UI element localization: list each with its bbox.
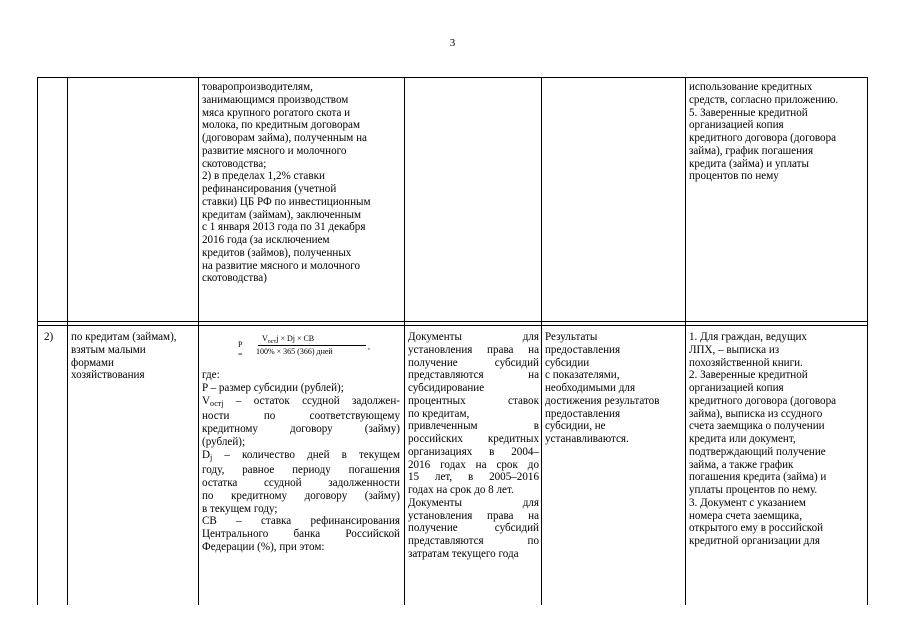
text-line: кредитному договору (займу) [202, 423, 400, 435]
text-line: счета заемщика о получении [689, 420, 825, 433]
text-line: (рублей); [202, 435, 246, 448]
row2-col2-text [71, 331, 197, 382]
var-subscript: j [210, 452, 213, 462]
text-line [202, 449, 400, 465]
text-line: процентов по нему [689, 170, 779, 183]
text-line: использование кредитных [689, 81, 813, 93]
text-line: займа), график погашения [689, 144, 814, 157]
text-line: 3. Документ с указанием [689, 496, 806, 509]
text-line: кредитам (займам), заключенным [202, 208, 362, 221]
text-line: открытого ему в российской [689, 522, 824, 535]
text-line: 2. Заверенные кредитной [689, 369, 808, 382]
text-line: кредита или документ, [689, 433, 796, 445]
text-line: установления права на [408, 343, 539, 356]
text-line: скотоводства) [202, 272, 267, 285]
formula-lhs: P = [238, 340, 243, 359]
text-line: формами [71, 356, 114, 369]
text-line: уплаты процентов по нему. [689, 484, 818, 496]
var-subscript: остj [210, 398, 224, 408]
text-line: привлеченным в [408, 420, 539, 433]
page-number: 3 [449, 37, 456, 49]
text-line: по кредитам, [408, 407, 470, 420]
text-line: 2) в пределах 1,2% ставки [202, 170, 325, 183]
text-line: Результаты [545, 331, 598, 343]
text-line: кредитного договора (договора [689, 394, 837, 407]
text-line: 15 лет, в 2005–2016 [408, 471, 539, 484]
text-line: предоставления [545, 407, 621, 420]
var-text: – количество дней в текущем [212, 448, 400, 461]
text-line: подтверждающий получение [689, 445, 826, 458]
text-line: на развитие мясного и молочного [202, 259, 361, 272]
text-line: субсидии [545, 356, 590, 369]
formula-denominator: 100% × 365 (366) дней [256, 347, 333, 356]
text-line: рефинансирования (учетной [202, 183, 337, 195]
row2-col6-text [689, 331, 865, 548]
var-letter: D [202, 448, 211, 461]
text-line: займа, а также график [689, 458, 794, 471]
text-line: молока, по кредитным договорам [202, 119, 360, 132]
cont-col6-text [689, 81, 865, 183]
text-line: процентных ставок [408, 394, 539, 407]
var-text: – остаток ссудной задолжен- [223, 394, 400, 407]
text-line: затратам текущего года [408, 547, 519, 560]
text-line [202, 395, 400, 411]
text-line: получение субсидий [408, 522, 539, 535]
text-line: номера счета заемщика, [689, 509, 802, 522]
text-line: по кредитному договору (займу) [202, 489, 400, 502]
row-number: 2) [44, 331, 54, 343]
text-line: остатка ссудной задолженности [202, 477, 400, 489]
text-line: организацией копия [689, 119, 784, 132]
formula-num-part: j × Dj × CB [276, 334, 315, 343]
text-line: кредитного договора (договора [689, 132, 837, 144]
text-line: кредита (займа) и уплаты [689, 157, 809, 170]
text-line: кредитной организации для [689, 535, 820, 547]
text-line: 2016 годах на срок до [408, 458, 539, 471]
text-line: Документы для [408, 331, 539, 343]
text-line: с 1 января 2013 года по 31 декабря [202, 221, 366, 234]
formula-tail: , [368, 342, 370, 351]
text-line: годах на срок до 8 лет. [408, 484, 514, 496]
text-line: организацией копия [689, 382, 784, 394]
text-line: взятым малыми [71, 343, 146, 356]
text-line: средств, согласно приложению. [689, 93, 839, 106]
text-line: P – размер субсидии (рублей); [202, 381, 344, 394]
text-line: ности по соответствующему [202, 410, 400, 423]
text-line: получение субсидий [408, 356, 539, 369]
text-line: занимающимся производством [202, 93, 349, 106]
text-line: российских кредитных [408, 433, 539, 445]
row2-col3-text [202, 369, 400, 554]
formula-num-subscript: ост [267, 339, 277, 345]
text-line: организациях в 2004– [408, 445, 539, 458]
text-line: 1. Для граждан, ведущих [689, 331, 807, 343]
formula-num-part: V [262, 334, 268, 343]
text-line: (договорам займа), полученным на [202, 132, 367, 144]
text-line: Документы для [408, 496, 539, 509]
text-line: где: [202, 369, 220, 381]
text-line: необходимыми для [545, 382, 636, 394]
cont-col3-text [202, 81, 400, 285]
text-line: с показателями, [545, 369, 620, 382]
text-line: похозяйственной книги. [689, 356, 803, 369]
text-line: достижения результатов [545, 394, 660, 407]
text-line: кредитов (займов), полученных [202, 246, 352, 259]
text-line: займа), выписка из ссудного [689, 407, 823, 420]
text-line: развитие мясного и молочного [202, 144, 347, 157]
text-line: предоставления [545, 343, 621, 356]
text-line: 5. Заверенные кредитной [689, 106, 808, 119]
row2-col5-text [545, 331, 683, 446]
text-line: Центрального банка Российской [202, 528, 400, 540]
text-line: ЛПХ, – выписка из [689, 343, 780, 356]
text-line: ставки) ЦБ РФ по инвестиционным [202, 195, 371, 208]
text-line: 2016 года (за исключением [202, 234, 330, 246]
row2-col4-text [408, 331, 539, 561]
var-letter: V [202, 394, 211, 407]
text-line: CB – ставка рефинансирования [202, 515, 400, 528]
text-line: представляются на [408, 369, 539, 382]
text-line: мяса крупного рогатого скота и [202, 106, 351, 119]
text-line: товаропроизводителям, [202, 81, 313, 93]
text-line: субсидии, не [545, 420, 606, 433]
text-line: установления права на [408, 509, 539, 522]
text-line: устанавливаются. [545, 433, 629, 445]
text-line: в текущем году; [202, 502, 278, 515]
text-line: Федерации (%), при этом: [202, 540, 325, 553]
text-line: субсидирование [408, 382, 485, 394]
text-line: погашения кредита (займа) и [689, 471, 827, 484]
text-line: по кредитам (займам), [71, 331, 177, 343]
text-line: году, равное периоду погашения [202, 464, 400, 477]
text-line: представляются по [408, 535, 539, 547]
fraction-bar [258, 345, 366, 346]
text-line: хозяйствования [71, 369, 145, 382]
text-line: скотоводства; [202, 157, 267, 170]
